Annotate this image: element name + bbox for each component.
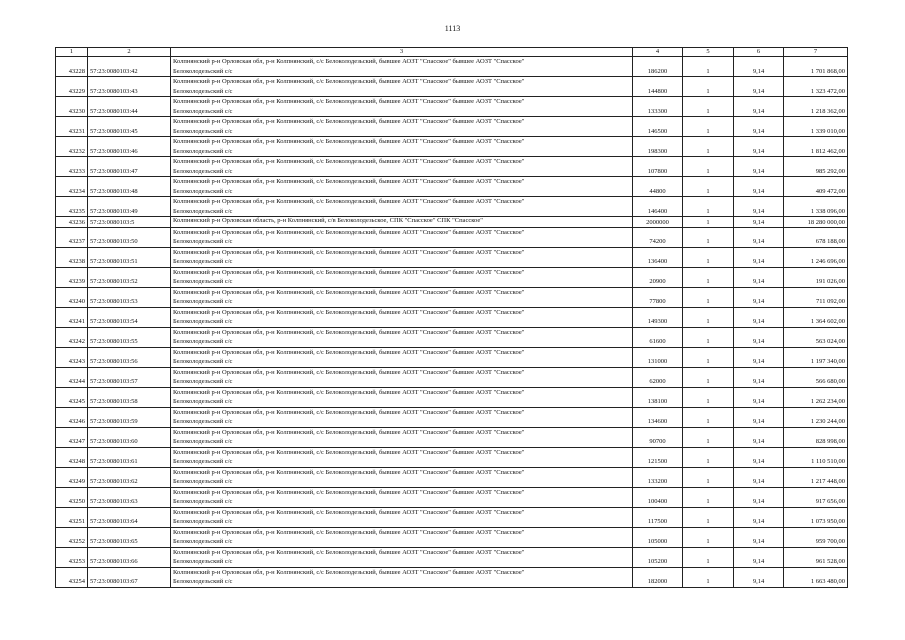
rate-value: 9,14 bbox=[734, 427, 784, 447]
rate-value: 9,14 bbox=[734, 157, 784, 177]
rate-value: 9,14 bbox=[734, 507, 784, 527]
quantity-value: 1 bbox=[683, 217, 734, 228]
table-row bbox=[56, 327, 848, 347]
total-value: 1 262 234,00 bbox=[784, 387, 848, 407]
address-cell bbox=[171, 547, 633, 567]
rate-value: 9,14 bbox=[734, 307, 784, 327]
cadastral-number: 57:23:0080103:51 bbox=[88, 247, 171, 267]
quantity-value: 1 bbox=[683, 177, 734, 197]
address-subline: Белоколодезьский с/с bbox=[173, 438, 233, 445]
area-value: 74200 bbox=[633, 227, 683, 247]
quantity-value: 1 bbox=[683, 197, 734, 217]
address-cell bbox=[171, 287, 633, 307]
column-header: 6 bbox=[734, 48, 784, 57]
address-line: Колпнянский р-н Орловская обл, р-н Колпнянский, с/с Белоколодезьский, бывшее АОЗТ "Спасское" бывшее АОЗТ "Спасское" bbox=[173, 138, 525, 145]
table-row bbox=[56, 407, 848, 427]
row-number: 43243 bbox=[56, 347, 88, 367]
quantity-value: 1 bbox=[683, 77, 734, 97]
address-subline: Белоколодезьский с/с bbox=[173, 147, 233, 155]
quantity-value: 1 bbox=[683, 137, 734, 157]
rate-value: 9,14 bbox=[734, 487, 784, 507]
address-line: Колпнянский р-н Орловская обл, р-н Колпнянский, с/с Белоколодезьский, бывшее АОЗТ "Спасское" бывшее АОЗТ "Спасское" bbox=[173, 98, 525, 105]
address-cell bbox=[171, 137, 633, 157]
area-value: 146500 bbox=[633, 117, 683, 137]
column-header: 1 bbox=[56, 48, 88, 57]
rate-value: 9,14 bbox=[734, 287, 784, 307]
total-value: 1 197 340,00 bbox=[784, 347, 848, 367]
table-row bbox=[56, 307, 848, 327]
quantity-value: 1 bbox=[683, 267, 734, 287]
table-row bbox=[56, 267, 848, 287]
table-row bbox=[56, 287, 848, 307]
rate-value: 9,14 bbox=[734, 97, 784, 117]
table-row bbox=[56, 157, 848, 177]
address-subline: Белоколодезьский с/с bbox=[173, 187, 233, 195]
address-subline: Белоколодезьский с/с bbox=[173, 167, 233, 175]
rate-value: 9,14 bbox=[734, 327, 784, 347]
address-cell bbox=[171, 347, 633, 367]
area-value: 62000 bbox=[633, 367, 683, 387]
table-row bbox=[56, 427, 848, 447]
rate-value: 9,14 bbox=[734, 527, 784, 547]
quantity-value: 1 bbox=[683, 117, 734, 137]
address-cell bbox=[171, 307, 633, 327]
address-subline: Белоколодезьский с/с bbox=[173, 207, 233, 215]
quantity-value: 1 bbox=[683, 527, 734, 547]
table-row bbox=[56, 487, 848, 507]
quantity-value: 1 bbox=[683, 447, 734, 467]
quantity-value: 1 bbox=[683, 387, 734, 407]
quantity-value: 1 bbox=[683, 407, 734, 427]
total-value: 18 280 000,00 bbox=[784, 217, 848, 228]
land-registry-table bbox=[55, 47, 848, 588]
address-cell bbox=[171, 527, 633, 547]
address-cell bbox=[171, 467, 633, 487]
area-value: 198300 bbox=[633, 137, 683, 157]
area-value: 138100 bbox=[633, 387, 683, 407]
area-value: 117500 bbox=[633, 507, 683, 527]
cadastral-number: 57:23:0080103:57 bbox=[88, 367, 171, 387]
total-value: 1 323 472,00 bbox=[784, 77, 848, 97]
address-cell bbox=[171, 407, 633, 427]
address-cell bbox=[171, 217, 633, 228]
address-subline: Белоколодезьский с/с bbox=[173, 538, 233, 545]
table-row bbox=[56, 57, 848, 77]
table-row bbox=[56, 547, 848, 567]
cadastral-number: 57:23:0080103:63 bbox=[88, 487, 171, 507]
rate-value: 9,14 bbox=[734, 367, 784, 387]
row-number: 43242 bbox=[56, 327, 88, 347]
cadastral-number: 57:23:0080103:5 bbox=[88, 217, 171, 228]
address-line: Колпнянский р-н Орловская обл, р-н Колпнянский, с/с Белоколодезьский, бывшее АОЗТ "Спасское" бывшее АОЗТ "Спасское" bbox=[173, 328, 525, 336]
row-number: 43240 bbox=[56, 287, 88, 307]
address-subline: Белоколодезьский с/с bbox=[173, 578, 233, 585]
address-subline: Белоколодезьский с/с bbox=[173, 378, 233, 385]
total-value: 1 218 362,00 bbox=[784, 97, 848, 117]
cadastral-number: 57:23:0080103:64 bbox=[88, 507, 171, 527]
area-value: 90700 bbox=[633, 427, 683, 447]
quantity-value: 1 bbox=[683, 487, 734, 507]
quantity-value: 1 bbox=[683, 287, 734, 307]
cadastral-number: 57:23:0080103:43 bbox=[88, 77, 171, 97]
rate-value: 9,14 bbox=[734, 447, 784, 467]
area-value: 107800 bbox=[633, 157, 683, 177]
row-number: 43232 bbox=[56, 137, 88, 157]
address-line: Колпнянский р-н Орловская обл, р-н Колпнянский, с/с Белоколодезьский, бывшее АОЗТ "Спасское" бывшее АОЗТ "Спасское" bbox=[173, 158, 525, 165]
area-value: 186200 bbox=[633, 57, 683, 77]
rate-value: 9,14 bbox=[734, 407, 784, 427]
row-number: 43245 bbox=[56, 387, 88, 407]
address-line: Колпнянский р-н Орловская обл, р-н Колпнянский, с/с Белоколодезьский, бывшее АОЗТ "Спасское" бывшее АОЗТ "Спасское" bbox=[173, 488, 525, 496]
table-row bbox=[56, 137, 848, 157]
address-line: Колпнянский р-н Орловская обл, р-н Колпнянский, с/с Белоколодезьский, бывшее АОЗТ "Спасское" бывшее АОЗТ "Спасское" bbox=[173, 178, 525, 185]
column-header: 4 bbox=[633, 48, 683, 57]
rate-value: 9,14 bbox=[734, 177, 784, 197]
table-row bbox=[56, 227, 848, 247]
quantity-value: 1 bbox=[683, 57, 734, 77]
quantity-value: 1 bbox=[683, 547, 734, 567]
total-value: 961 528,00 bbox=[784, 547, 848, 567]
total-value: 563 024,00 bbox=[784, 327, 848, 347]
cadastral-number: 57:23:0080103:42 bbox=[88, 57, 171, 77]
area-value: 131000 bbox=[633, 347, 683, 367]
address-line: Колпнянский р-н Орловская обл, р-н Колпнянский, с/с Белоколодезьский, бывшее АОЗТ "Спасское" бывшее АОЗТ "Спасское" bbox=[173, 348, 525, 356]
quantity-value: 1 bbox=[683, 367, 734, 387]
row-number: 43241 bbox=[56, 307, 88, 327]
rate-value: 9,14 bbox=[734, 547, 784, 567]
cadastral-number: 57:23:0080103:53 bbox=[88, 287, 171, 307]
cadastral-number: 57:23:0080103:67 bbox=[88, 567, 171, 587]
area-value: 182000 bbox=[633, 567, 683, 587]
cadastral-number: 57:23:0080103:55 bbox=[88, 327, 171, 347]
address-cell bbox=[171, 427, 633, 447]
address-subline: Белоколодезьский с/с bbox=[173, 127, 233, 135]
address-subline: Белоколодезьский с/с bbox=[173, 278, 233, 285]
address-subline: Белоколодезьский с/с bbox=[173, 358, 233, 365]
rate-value: 9,14 bbox=[734, 567, 784, 587]
address-subline: Белоколодезьский с/с bbox=[173, 518, 233, 525]
table-row bbox=[56, 527, 848, 547]
total-value: 917 656,00 bbox=[784, 487, 848, 507]
address-cell bbox=[171, 487, 633, 507]
area-value: 134600 bbox=[633, 407, 683, 427]
cadastral-number: 57:23:0080103:65 bbox=[88, 527, 171, 547]
address-line: Колпнянский р-н Орловская обл, р-н Колпнянский, с/с Белоколодезьский, бывшее АОЗТ "Спасское" бывшее АОЗТ "Спасское" bbox=[173, 508, 525, 516]
total-value: 1 338 096,00 bbox=[784, 197, 848, 217]
address-line: Колпнянский р-н Орловская обл, р-н Колпнянский, с/с Белоколодезьский, бывшее АОЗТ "Спасское" бывшее АОЗТ "Спасское" bbox=[173, 228, 525, 236]
row-number: 43253 bbox=[56, 547, 88, 567]
row-number: 43229 bbox=[56, 77, 88, 97]
address-line: Колпнянский р-н Орловская обл, р-н Колпнянский, с/с Белоколодезьский, бывшее АОЗТ "Спасское" бывшее АОЗТ "Спасское" bbox=[173, 408, 525, 416]
quantity-value: 1 bbox=[683, 97, 734, 117]
header-row bbox=[56, 48, 848, 57]
row-number: 43231 bbox=[56, 117, 88, 137]
column-header: 3 bbox=[171, 48, 633, 57]
table-row bbox=[56, 97, 848, 117]
area-value: 100400 bbox=[633, 487, 683, 507]
total-value: 566 680,00 bbox=[784, 367, 848, 387]
quantity-value: 1 bbox=[683, 507, 734, 527]
address-subline: Белоколодезьский с/с bbox=[173, 418, 233, 425]
row-number: 43235 bbox=[56, 197, 88, 217]
area-value: 61600 bbox=[633, 327, 683, 347]
address-line: Колпнянский р-н Орловская обл, р-н Колпнянский, с/с Белоколодезьский, бывшее АОЗТ "Спасское" бывшее АОЗТ "Спасское" bbox=[173, 568, 525, 576]
rate-value: 9,14 bbox=[734, 467, 784, 487]
column-header: 5 bbox=[683, 48, 734, 57]
address-subline: Белоколодезьский с/с bbox=[173, 478, 233, 485]
table-row bbox=[56, 507, 848, 527]
address-line: Колпнянский р-н Орловская обл, р-н Колпнянский, с/с Белоколодезьский, бывшее АОЗТ "Спасское" бывшее АОЗТ "Спасское" bbox=[173, 58, 525, 65]
table-row bbox=[56, 217, 848, 228]
address-subline: Белоколодезьский с/с bbox=[173, 558, 233, 565]
total-value: 1 812 462,00 bbox=[784, 137, 848, 157]
total-value: 678 188,00 bbox=[784, 227, 848, 247]
total-value: 409 472,00 bbox=[784, 177, 848, 197]
rate-value: 9,14 bbox=[734, 57, 784, 77]
area-value: 144800 bbox=[633, 77, 683, 97]
address-cell bbox=[171, 567, 633, 587]
address-cell bbox=[171, 227, 633, 247]
address-line: Колпнянский р-н Орловская обл, р-н Колпнянский, с/с Белоколодезьский, бывшее АОЗТ "Спасское" бывшее АОЗТ "Спасское" bbox=[173, 548, 525, 556]
address-line: Колпнянский р-н Орловская обл, р-н Колпнянский, с/с Белоколодезьский, бывшее АОЗТ "Спасское" бывшее АОЗТ "Спасское" bbox=[173, 78, 525, 85]
page-number: 1113 bbox=[444, 24, 461, 33]
area-value: 133300 bbox=[633, 97, 683, 117]
row-number: 43234 bbox=[56, 177, 88, 197]
total-value: 1 364 602,00 bbox=[784, 307, 848, 327]
area-value: 20900 bbox=[633, 267, 683, 287]
quantity-value: 1 bbox=[683, 567, 734, 587]
total-value: 191 026,00 bbox=[784, 267, 848, 287]
rate-value: 9,14 bbox=[734, 387, 784, 407]
address-cell bbox=[171, 57, 633, 77]
row-number: 43247 bbox=[56, 427, 88, 447]
cadastral-number: 57:23:0080103:48 bbox=[88, 177, 171, 197]
address-line: Колпнянский р-н Орловская обл, р-н Колпнянский, с/с Белоколодезьский, бывшее АОЗТ "Спасское" бывшее АОЗТ "Спасское" bbox=[173, 198, 525, 205]
quantity-value: 1 bbox=[683, 327, 734, 347]
address-subline: Белоколодезьский с/с bbox=[173, 67, 233, 75]
table-row bbox=[56, 197, 848, 217]
address-subline: Белоколодезьский с/с bbox=[173, 458, 233, 465]
address-line: Колпнянский р-н Орловская обл, р-н Колпнянский, с/с Белоколодезьский, бывшее АОЗТ "Спасское" бывшее АОЗТ "Спасское" bbox=[173, 288, 525, 296]
table-row bbox=[56, 177, 848, 197]
total-value: 711 092,00 bbox=[784, 287, 848, 307]
total-value: 959 700,00 bbox=[784, 527, 848, 547]
area-value: 105200 bbox=[633, 547, 683, 567]
row-number: 43251 bbox=[56, 507, 88, 527]
total-value: 1 230 244,00 bbox=[784, 407, 848, 427]
column-header: 2 bbox=[88, 48, 171, 57]
cadastral-number: 57:23:0080103:66 bbox=[88, 547, 171, 567]
area-value: 77800 bbox=[633, 287, 683, 307]
area-value: 121500 bbox=[633, 447, 683, 467]
row-number: 43248 bbox=[56, 447, 88, 467]
quantity-value: 1 bbox=[683, 467, 734, 487]
rate-value: 9,14 bbox=[734, 227, 784, 247]
column-header: 7 bbox=[784, 48, 848, 57]
address-line: Колпнянский р-н Орловская обл, р-н Колпнянский, с/с Белоколодезьский, бывшее АОЗТ "Спасское" бывшее АОЗТ "Спасское" bbox=[173, 388, 525, 396]
table-row bbox=[56, 467, 848, 487]
table-row bbox=[56, 387, 848, 407]
address-cell bbox=[171, 97, 633, 117]
cadastral-number: 57:23:0080103:49 bbox=[88, 197, 171, 217]
row-number: 43250 bbox=[56, 487, 88, 507]
total-value: 985 292,00 bbox=[784, 157, 848, 177]
row-number: 43236 bbox=[56, 217, 88, 228]
address-cell bbox=[171, 77, 633, 97]
area-value: 133200 bbox=[633, 467, 683, 487]
area-value: 2000000 bbox=[633, 217, 683, 228]
total-value: 1 110 510,00 bbox=[784, 447, 848, 467]
cadastral-number: 57:23:0080103:46 bbox=[88, 137, 171, 157]
quantity-value: 1 bbox=[683, 227, 734, 247]
rate-value: 9,14 bbox=[734, 347, 784, 367]
row-number: 43249 bbox=[56, 467, 88, 487]
cadastral-number: 57:23:0080103:47 bbox=[88, 157, 171, 177]
address-cell bbox=[171, 157, 633, 177]
total-value: 828 998,00 bbox=[784, 427, 848, 447]
table-row bbox=[56, 367, 848, 387]
cadastral-number: 57:23:0080103:54 bbox=[88, 307, 171, 327]
address-subline: Белоколодезьский с/с bbox=[173, 258, 233, 265]
address-subline: Белоколодезьский с/с bbox=[173, 338, 233, 345]
rate-value: 9,14 bbox=[734, 197, 784, 217]
address-cell bbox=[171, 117, 633, 137]
row-number: 43252 bbox=[56, 527, 88, 547]
address-line: Колпнянский р-н Орловская обл, р-н Колпнянский, с/с Белоколодезьский, бывшее АОЗТ "Спасское" бывшее АОЗТ "Спасское" bbox=[173, 528, 525, 536]
row-number: 43244 bbox=[56, 367, 88, 387]
quantity-value: 1 bbox=[683, 427, 734, 447]
address-cell bbox=[171, 197, 633, 217]
address-line: Колпнянский р-н Орловская обл, р-н Колпнянский, с/с Белоколодезьский, бывшее АОЗТ "Спасское" бывшее АОЗТ "Спасское" bbox=[173, 448, 525, 456]
quantity-value: 1 bbox=[683, 307, 734, 327]
total-value: 1 246 696,00 bbox=[784, 247, 848, 267]
address-line: Колпнянский р-н Орловская обл, р-н Колпнянский, с/с Белоколодезьский, бывшее АОЗТ "Спасское" бывшее АОЗТ "Спасское" bbox=[173, 268, 525, 276]
address-cell bbox=[171, 387, 633, 407]
row-number: 43230 bbox=[56, 97, 88, 117]
cadastral-number: 57:23:0080103:61 bbox=[88, 447, 171, 467]
table-row bbox=[56, 117, 848, 137]
cadastral-number: 57:23:0080103:44 bbox=[88, 97, 171, 117]
row-number: 43246 bbox=[56, 407, 88, 427]
address-subline: Белоколодезьский с/с bbox=[173, 238, 233, 245]
address-line: Колпнянский р-н Орловская обл, р-н Колпнянский, с/с Белоколодезьский, бывшее АОЗТ "Спасское" бывшее АОЗТ "Спасское" bbox=[173, 248, 525, 256]
quantity-value: 1 bbox=[683, 157, 734, 177]
cadastral-number: 57:23:0080103:45 bbox=[88, 117, 171, 137]
total-value: 1 339 010,00 bbox=[784, 117, 848, 137]
row-number: 43238 bbox=[56, 247, 88, 267]
address-cell bbox=[171, 447, 633, 467]
rate-value: 9,14 bbox=[734, 247, 784, 267]
address-cell bbox=[171, 267, 633, 287]
rate-value: 9,14 bbox=[734, 217, 784, 228]
cadastral-number: 57:23:0080103:62 bbox=[88, 467, 171, 487]
address-cell bbox=[171, 177, 633, 197]
rate-value: 9,14 bbox=[734, 137, 784, 157]
total-value: 1 217 448,00 bbox=[784, 467, 848, 487]
address-line: Колпнянский р-н Орловская обл, р-н Колпнянский, с/с Белоколодезьский, бывшее АОЗТ "Спасское" бывшее АОЗТ "Спасское" bbox=[173, 468, 525, 476]
row-number: 43237 bbox=[56, 227, 88, 247]
total-value: 1 073 950,00 bbox=[784, 507, 848, 527]
address-subline: Белоколодезьский с/с bbox=[173, 498, 233, 505]
row-number: 43228 bbox=[56, 57, 88, 77]
address-subline: Белоколодезьский с/с bbox=[173, 107, 233, 115]
cadastral-number: 57:23:0080103:52 bbox=[88, 267, 171, 287]
address-subline: Белоколодезьский с/с bbox=[173, 87, 233, 95]
total-value: 1 663 480,00 bbox=[784, 567, 848, 587]
address-line: Колпнянский р-н Орловская обл, р-н Колпнянский, с/с Белоколодезьский, бывшее АОЗТ "Спасское" бывшее АОЗТ "Спасское" bbox=[173, 428, 525, 436]
quantity-value: 1 bbox=[683, 347, 734, 367]
area-value: 136400 bbox=[633, 247, 683, 267]
total-value: 1 701 868,00 bbox=[784, 57, 848, 77]
area-value: 44800 bbox=[633, 177, 683, 197]
table-row bbox=[56, 247, 848, 267]
table-row bbox=[56, 77, 848, 97]
address-line: Колпнянский р-н Орловская обл, р-н Колпнянский, с/с Белоколодезьский, бывшее АОЗТ "Спасское" бывшее АОЗТ "Спасское" bbox=[173, 308, 525, 316]
cadastral-number: 57:23:0080103:58 bbox=[88, 387, 171, 407]
address-subline: Белоколодезьский с/с bbox=[173, 318, 233, 325]
address-cell bbox=[171, 247, 633, 267]
cadastral-number: 57:23:0080103:59 bbox=[88, 407, 171, 427]
address-cell bbox=[171, 327, 633, 347]
area-value: 105000 bbox=[633, 527, 683, 547]
row-number: 43233 bbox=[56, 157, 88, 177]
table-row bbox=[56, 447, 848, 467]
address-line: Колпнянский р-н Орловская обл, р-н Колпнянский, с/с Белоколодезьский, бывшее АОЗТ "Спасское" бывшее АОЗТ "Спасское" bbox=[173, 368, 525, 376]
row-number: 43254 bbox=[56, 567, 88, 587]
address-subline: Белоколодезьский с/с bbox=[173, 398, 233, 405]
address-line: Колпнянский р-н Орловская обл, р-н Колпнянский, с/с Белоколодезьский, бывшее АОЗТ "Спасское" бывшее АОЗТ "Спасское" bbox=[173, 118, 525, 125]
cadastral-number: 57:23:0080103:50 bbox=[88, 227, 171, 247]
address-subline: Белоколодезьский с/с bbox=[173, 298, 233, 305]
address-line: Колпнянский р-н Орловская область, р-н Колпнянский, с/в Белоколодезьское, СПК "Спасское" СПК "Спасское" bbox=[173, 217, 483, 224]
rate-value: 9,14 bbox=[734, 267, 784, 287]
table-row bbox=[56, 567, 848, 587]
cadastral-number: 57:23:0080103:56 bbox=[88, 347, 171, 367]
address-cell bbox=[171, 367, 633, 387]
rate-value: 9,14 bbox=[734, 117, 784, 137]
rate-value: 9,14 bbox=[734, 77, 784, 97]
area-value: 149300 bbox=[633, 307, 683, 327]
area-value: 146400 bbox=[633, 197, 683, 217]
address-cell bbox=[171, 507, 633, 527]
quantity-value: 1 bbox=[683, 247, 734, 267]
row-number: 43239 bbox=[56, 267, 88, 287]
cadastral-number: 57:23:0080103:60 bbox=[88, 427, 171, 447]
table-row bbox=[56, 347, 848, 367]
